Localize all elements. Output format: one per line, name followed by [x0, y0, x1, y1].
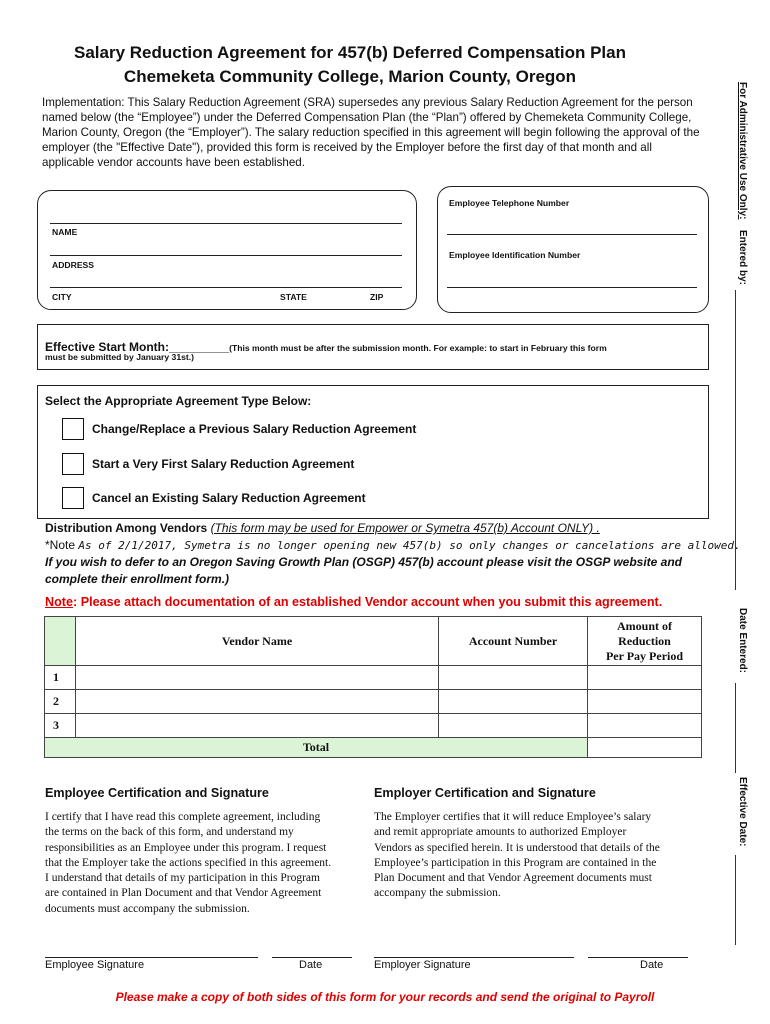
account-number-cell[interactable] [439, 690, 588, 714]
amount-header-2: Reduction [618, 633, 671, 648]
entered-by-label: Entered by: [737, 230, 748, 286]
address-label: ADDRESS [52, 260, 95, 270]
date-entered-line[interactable] [735, 683, 736, 773]
employer-cert-line: and remit appropriate amounts to authorized Employer [374, 826, 627, 839]
phone-line[interactable] [447, 234, 697, 235]
attach-note-label: Note [45, 595, 73, 609]
effective-start-note: (This month must be after the submission month. For example: to start in February this form [229, 343, 607, 353]
employee-date-line[interactable] [272, 957, 352, 958]
distribution-heading-row [45, 521, 600, 535]
option-change-label: Change/Replace a Previous Salary Reduction Agreement [92, 422, 417, 436]
employee-cert-line: the terms on the back of this form, and understand my [45, 826, 294, 839]
table-row [45, 690, 702, 714]
admin-heading: For Administrative Use Only: [737, 82, 748, 220]
row-number: 1 [45, 666, 76, 690]
table-row [45, 714, 702, 738]
effective-start-box [37, 324, 709, 370]
account-number-cell[interactable] [439, 714, 588, 738]
vendor-name-cell[interactable] [76, 690, 439, 714]
effective-date-label: Effective Date: [737, 777, 748, 847]
employee-cert-line: responsibilities as an Employee under this program. I request [45, 841, 327, 854]
employer-signature-label: Employer Signature [374, 959, 471, 971]
employee-cert-text [45, 810, 365, 917]
form-title: Salary Reduction Agreement for 457(b) Deferred Compensation Plan [74, 43, 626, 62]
employer-cert-text [374, 810, 704, 902]
employer-cert-line: Vendors as specified herein. It is understood that details of the [374, 841, 660, 854]
vendor-name-cell[interactable] [76, 714, 439, 738]
agreement-type-heading: Select the Appropriate Agreement Type Below: [45, 394, 312, 408]
employee-cert-heading: Employee Certification and Signature [45, 786, 269, 800]
employee-date-label: Date [299, 959, 323, 971]
employee-id-label: Employee Identification Number [449, 250, 581, 260]
employee-cert-line: documents must accompany the submission. [45, 902, 250, 915]
total-amount-cell[interactable] [588, 738, 702, 758]
distribution-heading-note: (This form may be used for Empower or Symetra 457(b) Account ONLY) . [210, 521, 600, 535]
phone-label: Employee Telephone Number [449, 198, 570, 208]
employer-cert-line: Employee’s participation in this Program are contained in the [374, 856, 657, 869]
entered-by-line[interactable] [735, 290, 736, 590]
option-first-label: Start a Very First Salary Reduction Agreement [92, 457, 355, 471]
employee-cert-line: are contained in Plan Document and that Vendor Agreement [45, 887, 322, 900]
symetra-note-row [45, 538, 741, 552]
address-line[interactable] [50, 255, 402, 256]
distribution-heading: Distribution Among Vendors [45, 521, 208, 535]
implementation-text: Implementation: This Salary Reduction Agreement (SRA) supersedes any previous Salary Reduction Agreement for the person named below (the “Employee”) under the Deferred Compensation Plan (the “Plan”) offered by Chemeketa Community College, Marion County, Oregon (the “Employer”). The salary reduction specified in this agreement will begin following the approval of the employer (the "Effective Date"), provided this form is received by the Employer before the first day of that month and all applicable vendor accounts have been established. [42, 96, 700, 169]
amount-header-3: Per Pay Period [605, 648, 684, 663]
option-first-checkbox[interactable] [62, 453, 84, 475]
state-label: STATE [280, 292, 307, 302]
form-subtitle: Chemeketa Community College, Marion County, Oregon [123, 67, 577, 86]
zip-label: ZIP [370, 292, 384, 302]
amount-cell[interactable] [588, 714, 702, 738]
total-row [45, 738, 702, 758]
date-entered-label: Date Entered: [737, 608, 748, 674]
osgp-note-2: complete their enrollment form.) [45, 572, 230, 586]
agreement-type-box [37, 385, 709, 519]
osgp-note-1: If you wish to defer to an Oregon Saving Growth Plan (OSGP) 457(b) account please visit the OSGP website and [45, 555, 683, 569]
amount-cell[interactable] [588, 666, 702, 690]
employee-address-box [37, 190, 417, 310]
employee-signature-label: Employee Signature [45, 959, 145, 971]
option-cancel-checkbox[interactable] [62, 487, 84, 509]
employer-cert-line: The Employer certifies that it will reduce Employee’s salary [374, 811, 652, 823]
vendor-name-header: Vendor Name [76, 617, 439, 666]
city-state-zip-line[interactable] [50, 287, 402, 288]
row-number: 2 [45, 690, 76, 714]
header-blank-cell [45, 617, 76, 666]
option-cancel-label: Cancel an Existing Salary Reduction Agreement [92, 491, 366, 505]
employee-cert-line: I certify that I have read this complete agreement, including [45, 811, 321, 823]
symetra-note: As of 2/1/2017, Symetra is no longer opening new 457(b) so only changes or cancelations are allowed. [78, 539, 741, 552]
effective-start-blank[interactable]: _________ [169, 340, 230, 354]
effective-start-label: Effective Start Month: [45, 340, 170, 354]
symetra-note-prefix: *Note [45, 538, 76, 552]
total-label: Total [45, 738, 588, 758]
name-line[interactable] [50, 223, 402, 224]
attach-note: : Please attach documentation of an established Vendor account when you submit this agreement. [73, 595, 663, 609]
employee-contact-box [437, 186, 709, 313]
footer-note: Please make a copy of both sides of this form for your records and send the original to Payroll [115, 990, 655, 1004]
city-label: CITY [52, 292, 72, 302]
amount-header [588, 617, 702, 666]
employee-signature-line[interactable] [45, 957, 258, 958]
vendor-table-header [45, 617, 702, 666]
employer-cert-heading: Employer Certification and Signature [374, 786, 596, 800]
amount-cell[interactable] [588, 690, 702, 714]
account-number-cell[interactable] [439, 666, 588, 690]
account-number-header: Account Number [439, 617, 588, 666]
amount-header-1: Amount of [616, 618, 672, 633]
employer-date-line[interactable] [588, 957, 688, 958]
employer-date-label: Date [640, 959, 664, 971]
employee-cert-line: I understand that details of my participation in this Program [45, 872, 320, 885]
employer-signature-line[interactable] [374, 957, 574, 958]
option-change-checkbox[interactable] [62, 418, 84, 440]
employer-cert-line: accompany the submission. [374, 887, 501, 900]
effective-start-note-2: must be submitted by January 31st.) [45, 352, 194, 362]
table-row [45, 666, 702, 690]
name-label: NAME [52, 227, 78, 237]
employee-id-line[interactable] [447, 287, 697, 288]
row-number: 3 [45, 714, 76, 738]
vendor-name-cell[interactable] [76, 666, 439, 690]
effective-date-line[interactable] [735, 855, 736, 945]
attach-note-row [45, 595, 662, 609]
employee-cert-line: that the Employer take the actions specified in this agreement. [45, 856, 332, 869]
vendor-table [44, 616, 702, 758]
employer-cert-line: Plan Document and that Vendor Agreement documents must [374, 872, 652, 885]
